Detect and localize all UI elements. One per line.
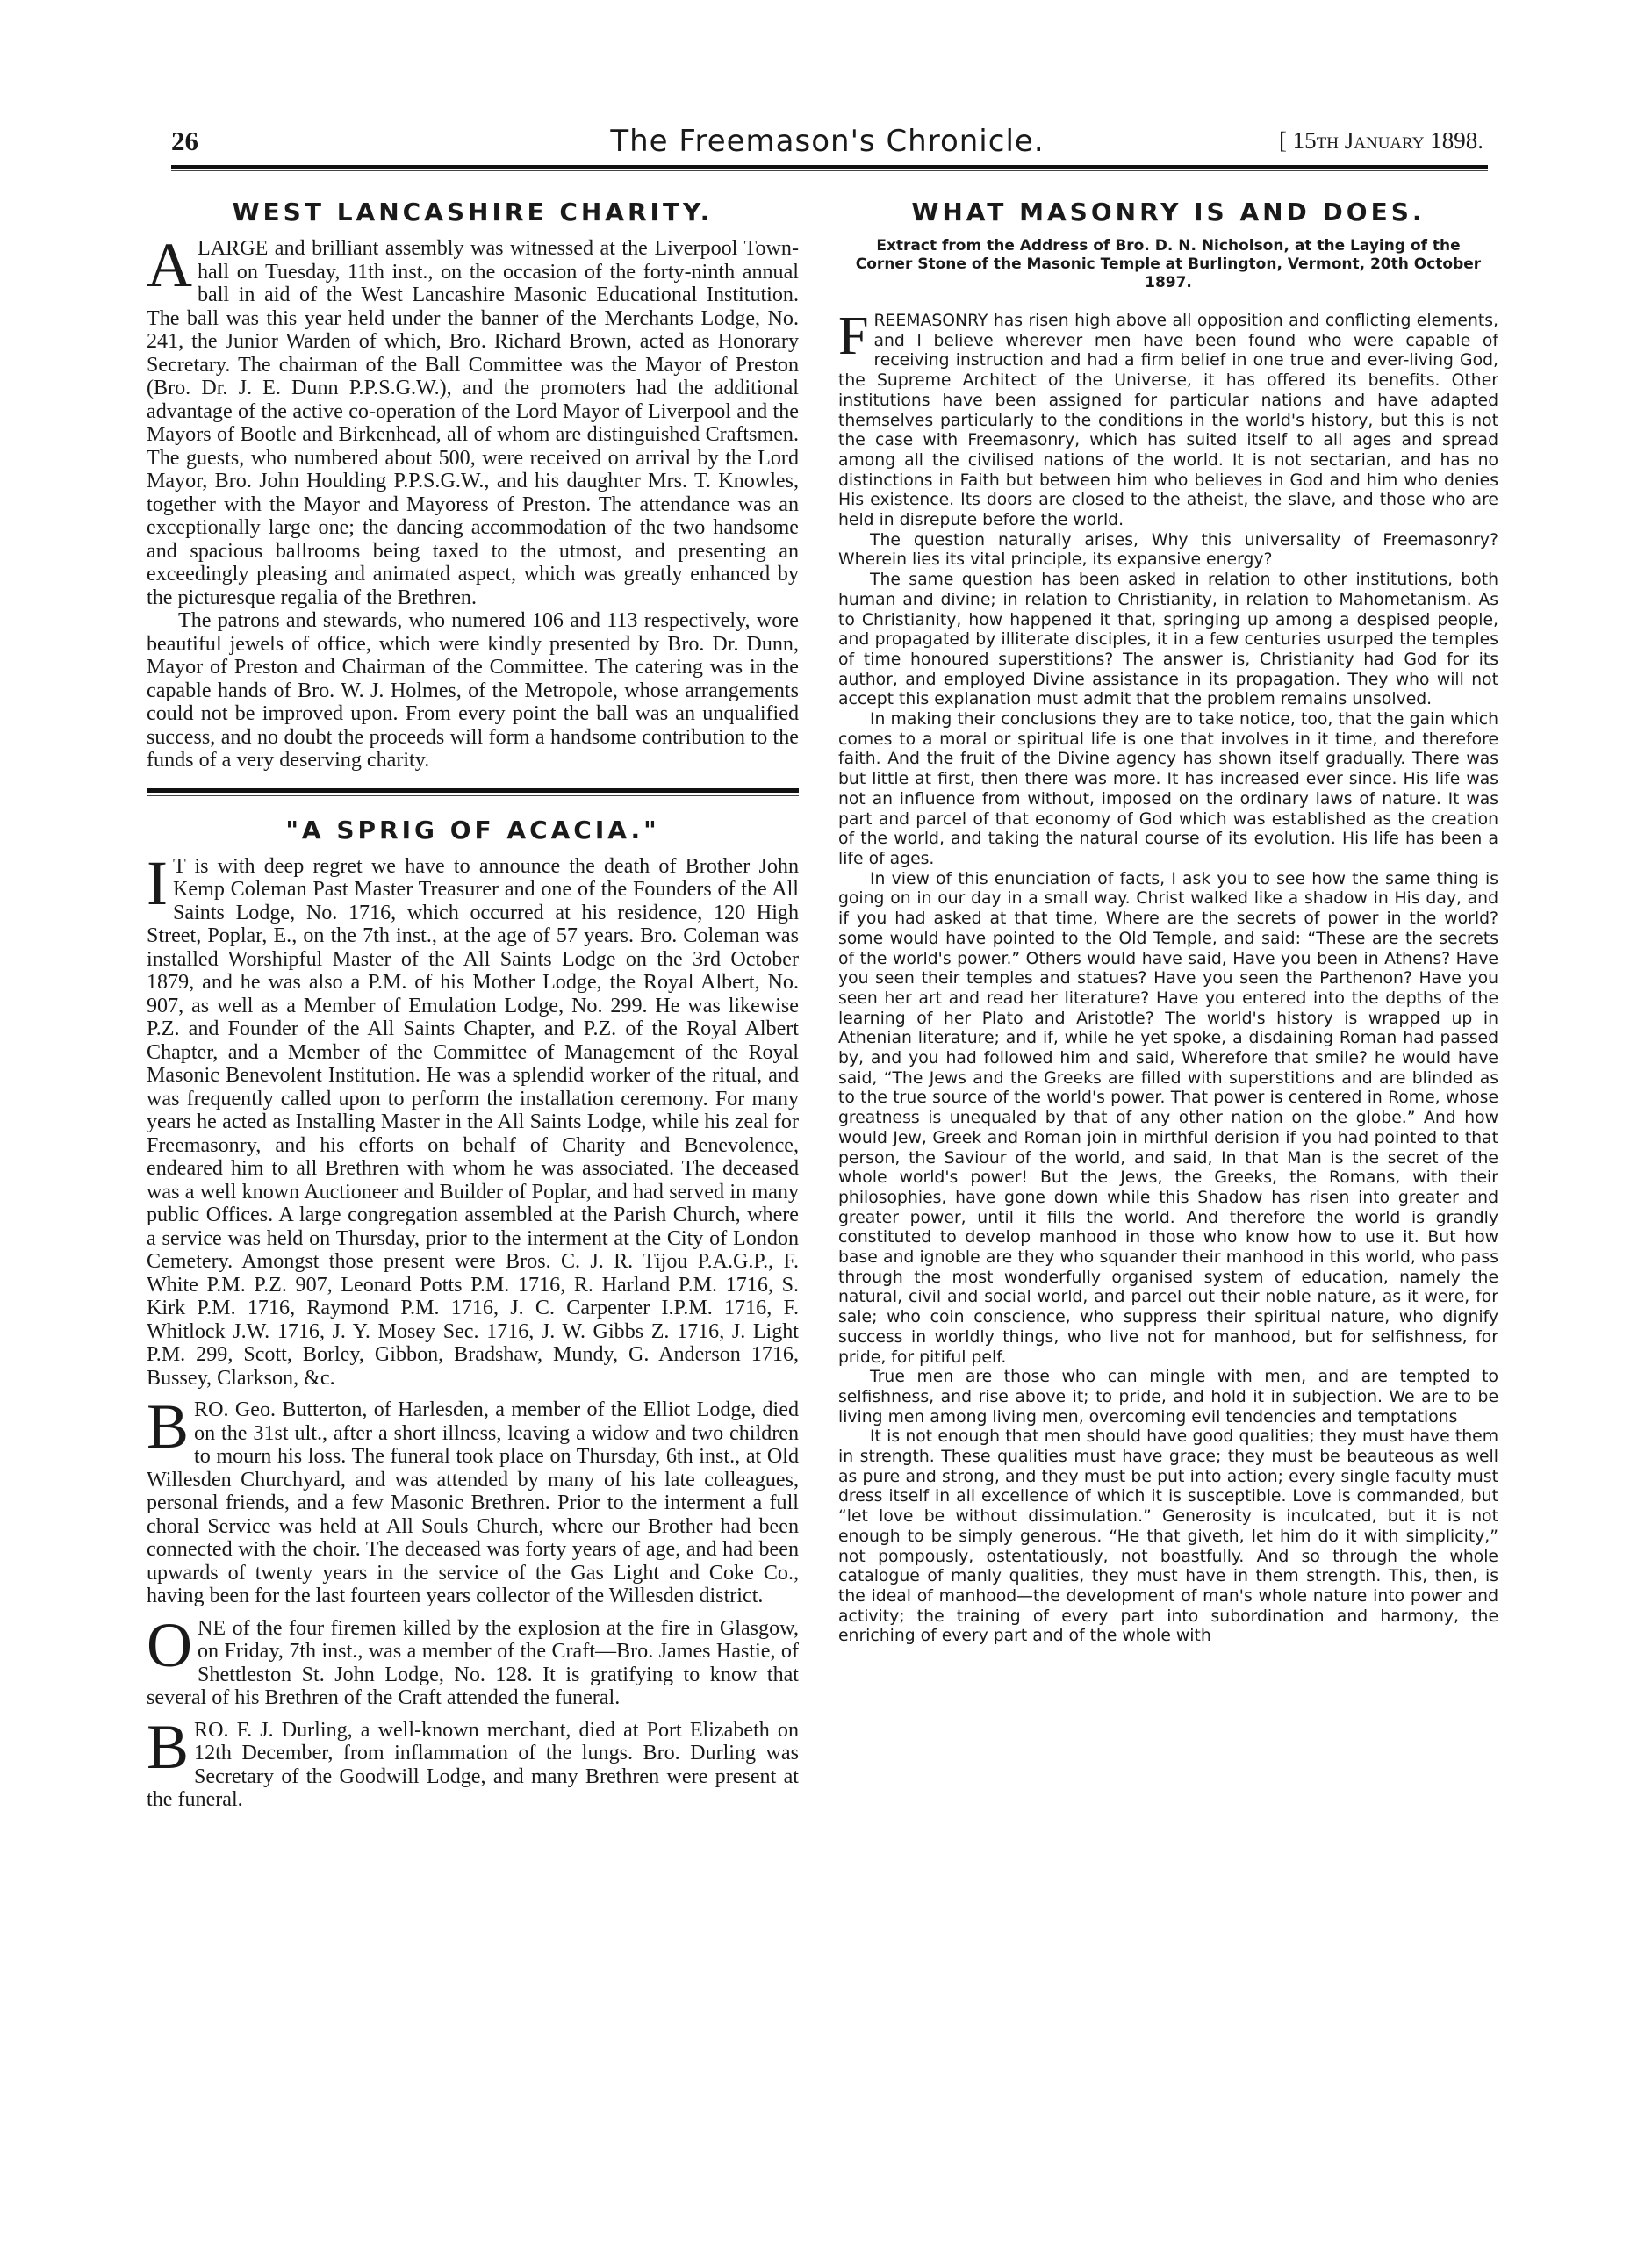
- section-divider: [147, 788, 799, 793]
- paragraph-text: REEMASONRY has risen high above all opposition and conflicting elements, and I believe wherever men have been found who were capable of receiving instruction and had a firm belief in one true and ever-living God, the Supreme Architect of the Universe, it has offered its benefits. Other institutions have been assigned for particular nations and have adapted themselves particularly to the conditions in the world's history, but this is not the case with Freemasonry, which has suited itself to all ages and spread among all the civilised nations of the world. It is not sectarian, and has no distinctions in Faith but between him who believes in God and him who denies His existence. Its doors are closed to the atheist, the slave, and those who are held in disrepute before the world.: [838, 312, 1498, 530]
- article-body-what-masonry-is: [838, 306, 1498, 1647]
- obituary-item: [147, 1711, 799, 1812]
- drop-cap: O: [147, 1609, 192, 1680]
- article-headline-what-masonry-is: WHAT MASONRY IS AND DOES.: [911, 198, 1426, 226]
- article-headline-west-lancashire: WEST LANCASHIRE CHARITY.: [232, 198, 714, 226]
- paragraph: The question naturally arises, Why this universality of Freemasonry? Wherein lies its vital principle, its expansive energy?: [838, 530, 1498, 570]
- paragraph: [147, 230, 799, 609]
- paragraph: True men are those who can mingle with men, and are tempted to selfishness, and rise above it; to pride, and hold it in subjection. We are to be living men among living men, overcoming evil tendencies and temptations: [838, 1368, 1498, 1427]
- paragraph: It is not enough that men should have good qualities; they must have them in strength. These qualities must have grace; they must be beauteous as well as pure and strong, and they must be put into action; every single faculty must dress itself in all excellence of which it is susceptible. Love is commanded, but “let love be without dissimulation.” Generosity is inculcated, but it is not enough to be simply generous. “He that giveth, let him do it with simplicity,” not pompously, ostentatiously, not boastfully. And so through the whole catalogue of manly qualities, they must have in them strength. This, then, is the ideal of manhood—the development of man's whole nature into power and activity; the training of every part into subordination and harmony, the enriching of every part and of the whole with: [838, 1427, 1498, 1646]
- section-divider-thin: [147, 795, 799, 796]
- article-body-west-lancashire: [147, 230, 799, 773]
- header-rule: [171, 165, 1488, 169]
- paragraph: In making their conclusions they are to take notice, too, that the gain which comes to a moral or spiritual life is one that involves in it time, and therefore faith. And the fruit of the Divine agency has shown itself gradually. There was but little at first, then there was more. It has increased ever since. His life was not an influence from without, imposed on the ordinary laws of nature. It was part and parcel of that economy of God which was established as the creation of the world, and taking the natural course of its evolution. His life has been a life of ages.: [838, 710, 1498, 868]
- drop-cap: B: [147, 1711, 190, 1782]
- drop-cap: I: [147, 847, 168, 918]
- paragraph: [838, 306, 1498, 531]
- paragraph: In view of this enunciation of facts, I ask you to see how the same thing is going on in our day in a small way. Christ walked like a shadow in His day, and if you had asked at that time, Where are the secrets of power in the world? some would have pointed to the Old Temple, and said: “These are the secrets of the world's power.” Others would have said, Have you been in Athens? Have you seen their temples and statues? Have you seen the Parthenon? Have you seen her art and read her literature? Have you entered into the depths of the learning of her Plato and Aristotle? The world's history is wrapped up in Athenian literature; and if, while he yet spoke, a disdaining Roman had passed by, and you had followed him and said, Wherefore that smile? he would have said, “The Jews and the Greeks are filled with superstitions and are blinded as to the true source of the world's power. That power is centered in Rome, whose greatness is unequaled by that of any other nation on the globe.” And how would Jew, Greek and Roman join in mirthful derision if you had pointed to that person, the Saviour of the world, and said, In that Man is the secret of the whole world's power! But the Jews, the Greeks, the Romans, with their philosophies, have gone down while this Shadow has risen into greater and greater power, until it fills the world. And therefore the world is grandly constituted to develop manhood in those who know how to use it. But how base and ignoble are they who squander their manhood in this world, who pass through the most wonderfully organised system of education, namely the natural, civil and social world, and parcel out their noble nature, as it were, for sale; who coin conscience, who suppress their spiritual nature, who dignify success in worldly things, who live not for manhood, but for selfishness, for pride, for pitiful pelf.: [838, 869, 1498, 1367]
- paragraph-text: NE of the four firemen killed by the explosion at the fire in Glasgow, on Friday, 7th inst., was a member of the Craft—Bro. James Hastie, of Shettleston St. John Lodge, No. 128. It is gratifying to know that several of his Brethren of the Craft attended the funeral.: [147, 1616, 799, 1709]
- obituary-item: [147, 1609, 799, 1710]
- drop-cap: A: [147, 230, 192, 300]
- issue-date: [ 15th January 1898.: [1278, 127, 1483, 154]
- article-headline-sprig-of-acacia: "A SPRIG OF ACACIA.": [285, 815, 660, 845]
- paragraph-text: T is with deep regret we have to announce the death of Brother John Kemp Coleman Past Master Treasurer and one of the Founders of the All Saints Lodge, No. 1716, which occurred at his residence, 120 High Street, Poplar, E., on the 7th inst., at the age of 57 years. Bro. Coleman was installed Worshipful Master of the All Saints Lodge on the 3rd October 1879, and he was also a P.M. of his Mother Lodge, the Royal Albert, No. 907, as well as a Member of Emulation Lodge, No. 299. He was likewise P.Z. and Founder of the All Saints Chapter, and P.Z. of the Royal Albert Chapter, and a Member of the Committee of Management of the Royal Masonic Benevolent Institution. He was a splendid worker of the ritual, and was frequently called upon to perform the installation ceremony. For many years he acted as Installing Master in the All Saints Lodge, while his zeal for Freemasonry, and his efforts on behalf of Charity and Benevolence, endeared him to all Brethren with whom he was associated. The deceased was a well known Auctioneer and Builder of Poplar, and had served in many public Offices. A large congregation assembled at the Parish Church, where a service was held on Thursday, prior to the interment at the City of London Cemetery. Amongst those present were Bros. C. J. R. Tijou P.A.G.P., F. White P.M. P.Z. 907, Leonard Potts P.M. 1716, R. Harland P.M. 1716, S. Kirk P.M. 1716, Raymond P.M. 1716, J. C. Carpenter I.P.M. 1716, F. Whitlock J.W. 1716, J. Y. Mosey Sec. 1716, J. W. Gibbs Z. 1716, J. Light P.M. 299, Scott, Borley, Gibbon, Bradshaw, Mundy, G. Anderson 1716, Bussey, Clarkson, &c.: [147, 854, 799, 1390]
- paragraph: The same question has been asked in relation to other institutions, both human and divine; in relation to Christianity, in relation to Mahometanism. As to Christianity, how happened it that, springing up among a despised people, and propagated by illiterate disciples, it in a few centuries usurped the temples of time honoured superstitions? The answer is, Christianity had God for its author, and employed Divine assistance in its propagation. They who will not accept this explanation must admit that the problem remains unsolved.: [838, 571, 1498, 709]
- header-rule-thin: [171, 170, 1488, 171]
- obituary-item: [147, 847, 799, 1391]
- drop-cap: F: [838, 306, 869, 366]
- article-body-sprig-of-acacia: [147, 847, 799, 1812]
- paragraph: The patrons and stewards, who numered 106 and 113 respectively, wore beautiful jewels of office, which were kindly presented by Bro. Dr. Dunn, Mayor of Preston and Chairman of the Committee. The catering was in the capable hands of Bro. W. J. Holmes, of the Metropole, whose arrangements could not be improved upon. From every point the ball was an unqualified success, and no doubt the proceeds will form a handsome contribution to the funds of a very deserving charity.: [147, 609, 799, 772]
- paragraph-text: RO. Geo. Butterton, of Harlesden, a member of the Elliot Lodge, died on the 31st ult., after a short illness, leaving a widow and two children to mourn his loss. The funeral took place on Thursday, 6th inst., at Old Willesden Churchyard, and was attended by many of his late colleagues, personal friends, and a few Masonic Brethren. Prior to the interment a full choral Service was held at All Souls Church, where our Brother had been connected with the choir. The deceased was forty years of age, and had been upwards of twenty years in the service of the Gas Light and Coke Co., having been for the last fourteen years collector of the Willesden district.: [147, 1398, 799, 1607]
- obituary-item: [147, 1391, 799, 1608]
- right-column: [838, 180, 1498, 2234]
- paragraph-text: RO. F. J. Durling, a well-known merchant, died at Port Elizabeth on 12th December, from inflammation of the lungs. Bro. Durling was Secretary of the Goodwill Lodge, and many Brethren were present at the funeral.: [147, 1718, 799, 1811]
- paragraph-text: LARGE and brilliant assembly was witnessed at the Liverpool Town-hall on Tuesday, 11th inst., on the occasion of the forty-ninth annual ball in aid of the West Lancashire Masonic Educational Institution. The ball was this year held under the banner of the Merchants Lodge, No. 241, the Junior Warden of which, Bro. Richard Brown, acted as Honorary Secretary. The chairman of the Ball Committee was the Mayor of Preston (Bro. Dr. J. E. Dunn P.P.S.G.W.), and the promoters had the additional advantage of the active co-operation of the Lord Mayor of Liverpool and the Mayors of Bootle and Birkenhead, all of whom are distinguished Craftsmen. The guests, who numbered about 500, were received on arrival by the Lord Mayor, Bro. John Houlding P.P.S.G.W., and his daughter Mrs. T. Knowles, together with the Mayor and Mayoress of Preston. The attendance was an exceptionally large one; the dancing accommodation of the two handsome and spacious ballrooms being taxed to the utmost, and presenting an exceedingly pleasing and animated aspect, which was greatly enhanced by the picturesque regalia of the Brethren.: [147, 237, 799, 609]
- page-number: 26: [171, 126, 198, 156]
- drop-cap: B: [147, 1391, 190, 1462]
- page-header: [171, 126, 1483, 161]
- masthead-title: The Freemason's Chronicle.: [610, 124, 1045, 159]
- left-column: [147, 180, 799, 2234]
- article-subtitle: Extract from the Address of Bro. D. N. Nicholson, at the Laying of the Corner Stone of the Masonic Temple at Burlington, Vermont, 20th October 1897.: [855, 237, 1482, 291]
